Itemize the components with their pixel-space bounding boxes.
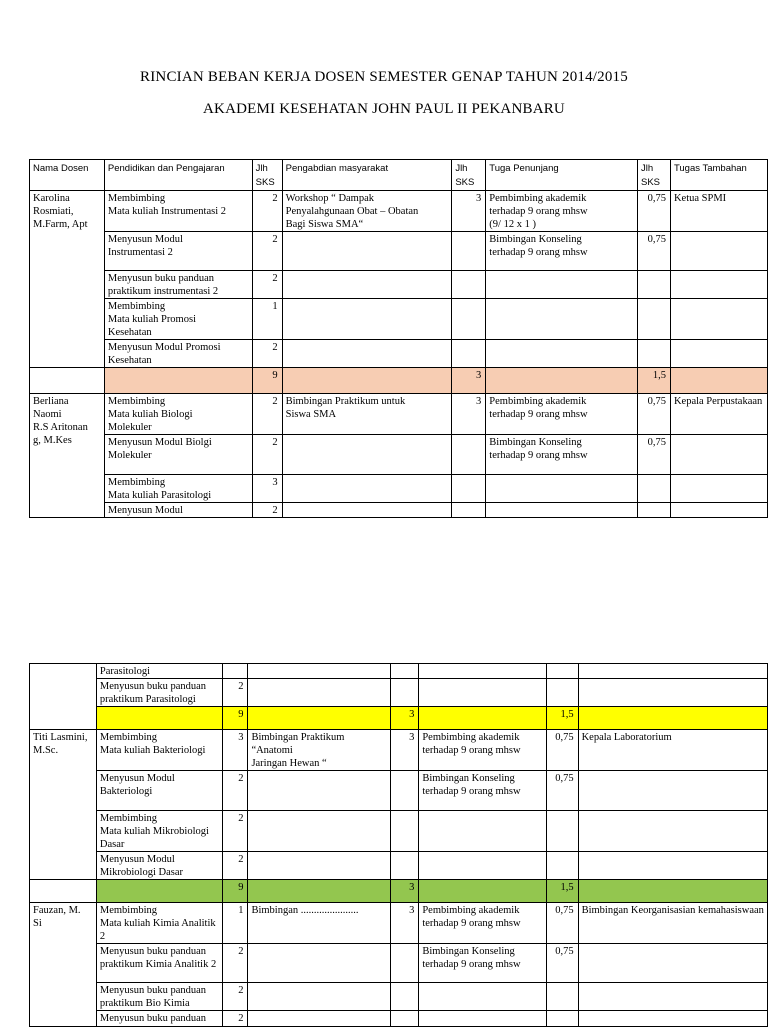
total-support-sks: 1,5 — [547, 880, 578, 903]
service-sks: 3 — [390, 730, 419, 771]
support-item: Pembimbing akademik terhadap 9 orang mhsw — [419, 903, 547, 944]
teaching-item: Membimbing Mata kuliah Instrumentasi 2 — [104, 191, 252, 232]
table-row — [30, 191, 768, 232]
support-sks: 0,75 — [547, 903, 578, 944]
total-teaching-sks: 9 — [222, 880, 248, 903]
table-row — [30, 730, 768, 771]
total-row — [30, 707, 768, 730]
header-jlh-sks-3: Jlh SKS — [637, 160, 670, 191]
table-row — [30, 944, 768, 983]
support-item: Pembimbing akademik terhadap 9 orang mhsw — [419, 730, 547, 771]
support-item: Bimbingan Konseling terhadap 9 orang mhsw — [419, 944, 547, 983]
service-item: Bimbingan Praktikum untuk Siswa SMA — [282, 394, 452, 435]
service-item: Bimbingan Praktikum “Anatomi Jaringan Hewan “ — [248, 730, 390, 771]
teaching-sks: 1 — [252, 299, 282, 340]
header-row — [30, 160, 768, 191]
teaching-item: Membimbing Mata kuliah Parasitologi — [104, 475, 252, 503]
header-pendidikan: Pendidikan dan Pengajaran — [104, 160, 252, 191]
table-row — [30, 1011, 768, 1027]
total-row — [30, 880, 768, 903]
teaching-item: Menyusun Modul Promosi Kesehatan — [104, 340, 252, 368]
teaching-sks: 2 — [252, 394, 282, 435]
teaching-item: Menyusun Modul — [104, 503, 252, 518]
teaching-sks: 2 — [252, 503, 282, 518]
teaching-sks: 2 — [222, 771, 248, 811]
support-item: Pembimbing akademik terhadap 9 orang mhsw — [486, 394, 638, 435]
service-item: Workshop “ Dampak Penyalahgunaan Obat – Obatan Bagi Siswa SMA“ — [282, 191, 452, 232]
table-row — [30, 394, 768, 435]
document-title: RINCIAN BEBAN KERJA DOSEN SEMESTER GENAP TAHUN 2014/2015 — [140, 69, 628, 85]
table-row — [30, 340, 768, 368]
table-row — [30, 771, 768, 811]
table-row — [30, 299, 768, 340]
header-penunjang: Tuga Penunjang — [486, 160, 638, 191]
support-sks: 0,75 — [637, 394, 670, 435]
teaching-sks: 2 — [252, 340, 282, 368]
header-tambahan: Tugas Tambahan — [670, 160, 767, 191]
teaching-item: Membimbing Mata kuliah Biologi Molekuler — [104, 394, 252, 435]
lecturer-name: Berliana Naomi R.S Aritonan g, M.Kes — [30, 394, 105, 518]
additional-task: Kepala Perpustakaan — [670, 394, 767, 435]
additional-task: Kepala Laboratorium — [578, 730, 767, 771]
teaching-sks: 2 — [222, 1011, 248, 1027]
teaching-item: Membimbing Mata kuliah Kimia Analitik 2 — [96, 903, 222, 944]
teaching-item: Menyusun buku panduan praktikum instrumentasi 2 — [104, 271, 252, 299]
teaching-sks: 2 — [222, 852, 248, 880]
teaching-sks: 2 — [222, 679, 248, 707]
table-row — [30, 435, 768, 475]
teaching-item: Menyusun buku panduan praktikum Kimia Analitik 2 — [96, 944, 222, 983]
table-row — [30, 679, 768, 707]
service-sks: 3 — [390, 903, 419, 944]
total-service-sks: 3 — [452, 368, 486, 394]
workload-table-part2 — [29, 663, 768, 1027]
teaching-item: Menyusun buku panduan praktikum Bio Kimia — [96, 983, 222, 1011]
support-item: Pembimbing akademik terhadap 9 orang mhsw (9/ 12 x 1 ) — [486, 191, 638, 232]
teaching-sks: 2 — [222, 944, 248, 983]
teaching-sks: 2 — [222, 811, 248, 852]
teaching-item: Menyusun Modul Instrumentasi 2 — [104, 232, 252, 271]
teaching-sks: 2 — [222, 983, 248, 1011]
table-row — [30, 232, 768, 271]
total-teaching-sks: 9 — [252, 368, 282, 394]
support-item: Bimbingan Konseling terhadap 9 orang mhsw — [486, 232, 638, 271]
support-item: Bimbingan Konseling terhadap 9 orang mhsw — [419, 771, 547, 811]
teaching-item: Menyusun buku panduan — [96, 1011, 222, 1027]
teaching-sks: 2 — [252, 191, 282, 232]
service-sks: 3 — [452, 191, 486, 232]
lecturer-name: Karolina Rosmiati, M.Farm, Apt — [30, 191, 105, 368]
table-row — [30, 811, 768, 852]
header-jlh-sks-1: Jlh SKS — [252, 160, 282, 191]
teaching-sks: 2 — [252, 271, 282, 299]
teaching-item: Menyusun Modul Mikrobiologi Dasar — [96, 852, 222, 880]
total-service-sks: 3 — [390, 880, 419, 903]
teaching-item: Menyusun buku panduan praktikum Parasitologi — [96, 679, 222, 707]
total-row — [30, 368, 768, 394]
table-row — [30, 475, 768, 503]
table-row — [30, 664, 768, 679]
total-support-sks: 1,5 — [547, 707, 578, 730]
teaching-sks: 2 — [252, 232, 282, 271]
support-sks: 0,75 — [637, 435, 670, 475]
teaching-sks: 3 — [252, 475, 282, 503]
teaching-item: Membimbing Mata kuliah Bakteriologi — [96, 730, 222, 771]
support-item: Bimbingan Konseling terhadap 9 orang mhsw — [486, 435, 638, 475]
workload-table-part1 — [29, 159, 768, 518]
support-sks: 0,75 — [637, 191, 670, 232]
service-sks: 3 — [452, 394, 486, 435]
table-row — [30, 852, 768, 880]
teaching-sks: 1 — [222, 903, 248, 944]
lecturer-name: Titi Lasmini, M.Sc. — [30, 730, 97, 880]
service-item: Bimbingan ...................... — [248, 903, 390, 944]
teaching-sks: 3 — [222, 730, 248, 771]
table-row — [30, 503, 768, 518]
header-nama-dosen: Nama Dosen — [30, 160, 105, 191]
support-sks: 0,75 — [637, 232, 670, 271]
support-sks: 0,75 — [547, 944, 578, 983]
teaching-sks: 2 — [252, 435, 282, 475]
table-row — [30, 983, 768, 1011]
table-row — [30, 271, 768, 299]
support-sks: 0,75 — [547, 771, 578, 811]
additional-task: Bimbingan Keorganisasian kemahasiswaan — [578, 903, 767, 944]
teaching-item: Membimbing Mata kuliah Mikrobiologi Dasar — [96, 811, 222, 852]
total-support-sks: 1,5 — [637, 368, 670, 394]
lecturer-name: Fauzan, M. Si — [30, 903, 97, 1027]
additional-task: Ketua SPMI — [670, 191, 767, 232]
header-pengabdian: Pengabdian masyarakat — [282, 160, 452, 191]
teaching-item: Parasitologi — [96, 664, 222, 679]
header-jlh-sks-2: Jlh SKS — [452, 160, 486, 191]
teaching-item: Menyusun Modul Bakteriologi — [96, 771, 222, 811]
support-sks: 0,75 — [547, 730, 578, 771]
teaching-item: Menyusun Modul Biolgi Molekuler — [104, 435, 252, 475]
total-teaching-sks: 9 — [222, 707, 248, 730]
teaching-item: Membimbing Mata kuliah Promosi Kesehatan — [104, 299, 252, 340]
total-service-sks: 3 — [390, 707, 419, 730]
institution-title: AKADEMI KESEHATAN JOHN PAUL II PEKANBARU — [203, 101, 565, 117]
table-row — [30, 903, 768, 944]
